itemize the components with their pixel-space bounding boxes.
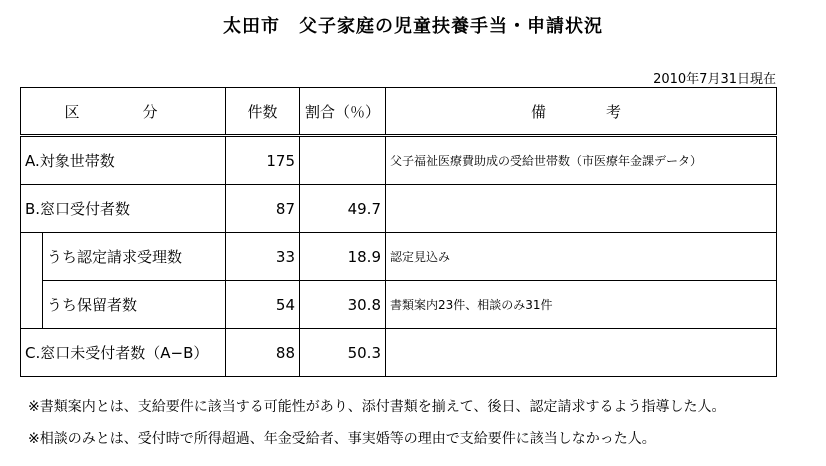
row-ratio [300, 136, 386, 185]
footnote: ※相談のみとは、受付時で所得超過、年金受給者、事実婚等の理由で支給要件に該当しなかった人。 [28, 431, 656, 447]
row-count: 88 [226, 329, 300, 377]
row-label: うち認定請求受理数 [43, 233, 226, 281]
table-header-row [21, 88, 777, 136]
row-ratio: 18.9 [300, 233, 386, 281]
row-count: 54 [226, 281, 300, 329]
row-ratio: 50.3 [300, 329, 386, 377]
page-title: 太田市 父子家庭の児童扶養手当・申請状況 [223, 16, 603, 37]
indent-cell [21, 281, 43, 329]
indent-cell [21, 233, 43, 281]
row-label: うち保留者数 [43, 281, 226, 329]
header-remarks: 備 考 [386, 88, 777, 136]
row-count: 175 [226, 136, 300, 185]
as-of-date: 2010年7月31日現在 [653, 72, 776, 87]
row-label: A.対象世帯数 [21, 136, 226, 185]
row-label: B.窓口受付者数 [21, 185, 226, 233]
row-note: 認定見込み [386, 233, 777, 281]
table-row [21, 281, 777, 329]
row-count: 33 [226, 233, 300, 281]
row-note: 書類案内23件、相談のみ31件 [386, 281, 777, 329]
header-ratio: 割合（％） [300, 88, 386, 136]
footnote: ※書類案内とは、支給要件に該当する可能性があり、添付書類を揃えて、後日、認定請求するよう指導した人。 [28, 399, 726, 415]
table-row [21, 233, 777, 281]
table-row [21, 136, 777, 185]
row-note: 父子福祉医療費助成の受給世帯数（市医療年金課データ） [386, 136, 777, 185]
application-status-table [20, 87, 777, 377]
row-note [386, 329, 777, 377]
row-count: 87 [226, 185, 300, 233]
row-ratio: 30.8 [300, 281, 386, 329]
table-row [21, 185, 777, 233]
table-row [21, 329, 777, 377]
row-ratio: 49.7 [300, 185, 386, 233]
row-note [386, 185, 777, 233]
header-count: 件数 [226, 88, 300, 136]
row-label: C.窓口未受付者数（A−B） [21, 329, 226, 377]
header-category: 区 分 [21, 88, 226, 136]
